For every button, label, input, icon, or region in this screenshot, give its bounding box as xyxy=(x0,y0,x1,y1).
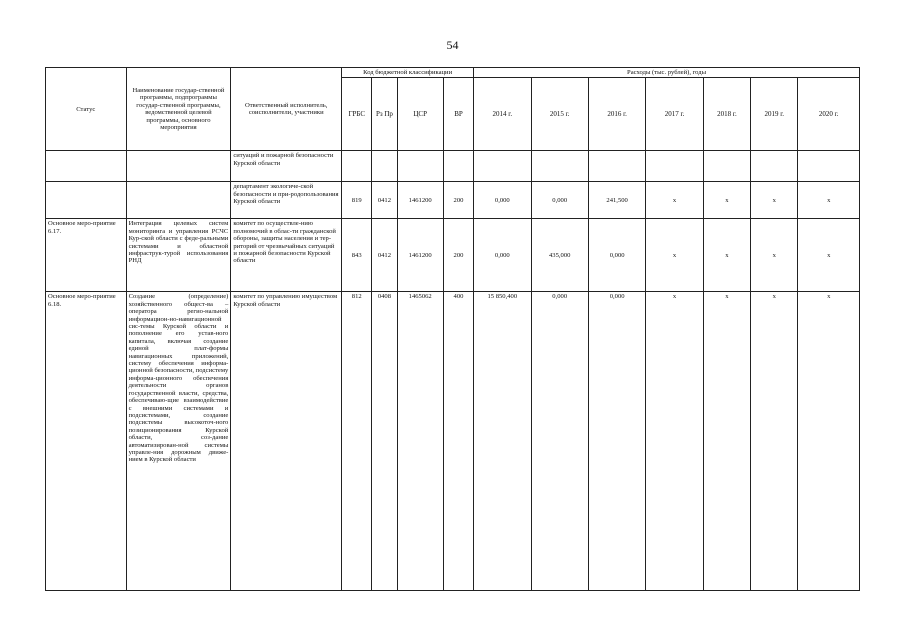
cell-value: 0,000 xyxy=(588,292,645,591)
cell-csr xyxy=(397,151,443,182)
cell-value: x xyxy=(751,182,798,219)
header-year: 2019 г. xyxy=(751,78,798,151)
header-csr: ЦСР xyxy=(397,78,443,151)
cell-executor: комитет по осуществле-нию полномочий в облас-ти гражданской обороны, защиты населения и тер-риторий от чрезвычайных ситуаций и пожарной безопасности Курской области xyxy=(231,219,342,292)
header-grbs: ГРБС xyxy=(342,78,372,151)
cell-grbs: 843 xyxy=(342,219,372,292)
header-year: 2018 г. xyxy=(703,78,750,151)
cell-executor: департамент экологиче-ской безопасности и при-родопользования Курской области xyxy=(231,182,342,219)
cell-status xyxy=(46,151,127,182)
cell-status: Основное меро-приятие 6.17. xyxy=(46,219,127,292)
header-year: 2014 г. xyxy=(474,78,531,151)
cell-value: 0,000 xyxy=(531,292,588,591)
budget-table xyxy=(45,67,860,591)
cell-value: 15 850,400 xyxy=(474,292,531,591)
cell-vr: 400 xyxy=(443,292,473,591)
cell-name: Создание (определение) хозяйственного общест-ва – оператора регио-нальной информацион-но-навигационной сис-темы Курской области и пополнение его устав-ного капитала, включая создание единой плат-формы навигационных приложений, систему обеспечения информа-ционной безопасности, подсистему информа-ционного обеспечения деятельности органов государственной власти, средства, обеспечиваю-щие взаимодействие с внешними системами и подсистемами, создание подсистемы высокоточ-ного позиционирования Курской области, соз-дание автоматизирован-ной системы управле-ния дорожным движе-нием в Курской области xyxy=(126,292,231,591)
cell-rzpr: 0412 xyxy=(372,182,397,219)
page-number: 54 xyxy=(446,38,459,52)
cell-csr: 1465062 xyxy=(397,292,443,591)
cell-rzpr xyxy=(372,151,397,182)
cell-executor: комитет по управлению имуществом Курской области xyxy=(231,292,342,591)
cell-csr: 1461200 xyxy=(397,219,443,292)
cell-value: 0,000 xyxy=(588,219,645,292)
cell-value xyxy=(531,151,588,182)
cell-vr xyxy=(443,151,473,182)
cell-value: x xyxy=(751,292,798,591)
cell-rzpr: 0408 xyxy=(372,292,397,591)
header-budget-code: Код бюджетной классификации xyxy=(342,68,474,78)
cell-grbs xyxy=(342,151,372,182)
cell-status: Основное меро-приятие 6.18. xyxy=(46,292,127,591)
cell-executor: ситуаций и пожарной безопасности Курской области xyxy=(231,151,342,182)
cell-csr: 1461200 xyxy=(397,182,443,219)
cell-value: x xyxy=(646,292,703,591)
header-expenses: Расходы (тыс. рублей), годы xyxy=(474,68,860,78)
header-executor: Ответственный исполнитель, соисполнители, участники xyxy=(231,68,342,151)
cell-value xyxy=(798,151,860,182)
table-row xyxy=(46,292,860,591)
cell-vr: 200 xyxy=(443,182,473,219)
cell-value: x xyxy=(703,219,750,292)
table-row xyxy=(46,151,860,182)
header-name: Наименование государ-ственной программы, подпрограммы государ-ственной программы, ведомственной целевой программы, основного мероприятия xyxy=(126,68,231,151)
cell-value: x xyxy=(798,219,860,292)
header-rzpr: Рз Пр xyxy=(372,78,397,151)
cell-value: 241,500 xyxy=(588,182,645,219)
cell-status xyxy=(46,182,127,219)
cell-vr: 200 xyxy=(443,219,473,292)
cell-rzpr: 0412 xyxy=(372,219,397,292)
cell-value: 435,000 xyxy=(531,219,588,292)
cell-value: x xyxy=(703,292,750,591)
cell-value: x xyxy=(646,182,703,219)
header-vr: ВР xyxy=(443,78,473,151)
table-row xyxy=(46,219,860,292)
header-status: Статус xyxy=(46,68,127,151)
cell-grbs: 819 xyxy=(342,182,372,219)
header-year: 2017 г. xyxy=(646,78,703,151)
cell-value: 0,000 xyxy=(531,182,588,219)
cell-value: 0,000 xyxy=(474,219,531,292)
cell-value: x xyxy=(751,219,798,292)
cell-value: x xyxy=(798,182,860,219)
cell-value: x xyxy=(798,292,860,591)
table-row xyxy=(46,182,860,219)
cell-value: x xyxy=(646,219,703,292)
cell-value xyxy=(751,151,798,182)
header-year: 2020 г. xyxy=(798,78,860,151)
header-year: 2016 г. xyxy=(588,78,645,151)
cell-name xyxy=(126,151,231,182)
cell-name: Интеграция целевых систем мониторинга и управления РСЧС Кур-ской области с феде-ральными системами и областной инфраструк-турой использования РНД xyxy=(126,219,231,292)
header-year: 2015 г. xyxy=(531,78,588,151)
cell-value xyxy=(646,151,703,182)
cell-value xyxy=(703,151,750,182)
cell-value: x xyxy=(703,182,750,219)
cell-name xyxy=(126,182,231,219)
cell-value xyxy=(474,151,531,182)
cell-value xyxy=(588,151,645,182)
cell-grbs: 812 xyxy=(342,292,372,591)
cell-value: 0,000 xyxy=(474,182,531,219)
